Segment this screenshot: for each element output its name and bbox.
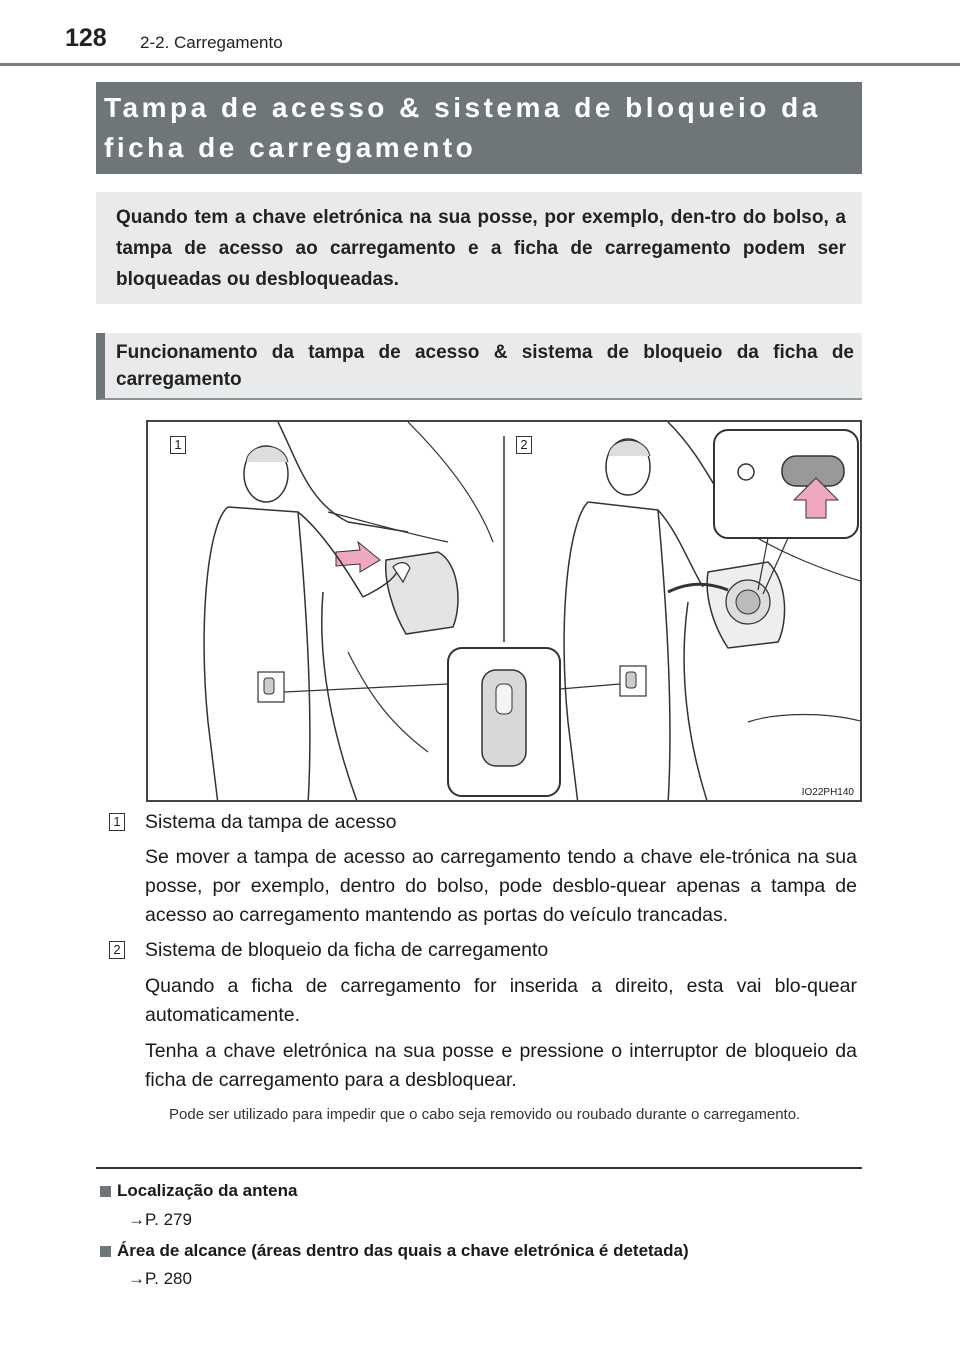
- header-rule: [0, 63, 960, 66]
- illustration-svg: [148, 422, 862, 802]
- item-1-text: Se mover a tampa de acesso ao carregamento tendo a chave ele-trónica na sua posse, por exemplo, dentro do bolso, pode desblo-quear apenas a tampa de acesso ao carregamento mantendo as portas do veículo trancadas.: [145, 846, 857, 926]
- item-number-1: 1: [109, 813, 125, 831]
- item-2-note: Pode ser utilizado para impedir que o cabo seja removido ou roubado durante o carregamento.: [169, 1106, 801, 1123]
- item-1-title: Sistema da tampa de acesso: [145, 811, 397, 833]
- page-number: 128: [65, 24, 107, 52]
- intro-box: [96, 192, 862, 304]
- subheading-text: Funcionamento da tampa de acesso & sistema de bloqueio da ficha de carregamento: [116, 342, 854, 390]
- footer-ref-2[interactable]: →P. 280: [128, 1269, 192, 1288]
- item-2-text-2: Tenha a chave eletrónica na sua posse e pressione o interruptor de bloqueio da ficha de carregamento para a desbloquear.: [145, 1040, 857, 1091]
- figure-label-1: 1: [170, 436, 186, 454]
- intro-text: Quando tem a chave eletrónica na sua posse, por exemplo, den-tro do bolso, a tampa de acesso ao carregamento e a ficha de carregamento podem ser bloqueadas ou desbloqueadas.: [116, 207, 846, 290]
- page-title: Tampa de acesso & sistema de bloqueio da ficha de carregamento: [104, 92, 821, 163]
- item-number-2: 2: [109, 941, 125, 959]
- illustration-figure: [146, 420, 862, 802]
- subheading-box: [96, 333, 862, 400]
- square-bullet-icon: [100, 1246, 111, 1257]
- section-label: 2-2. Carregamento: [140, 33, 283, 52]
- square-bullet-icon: [100, 1186, 111, 1197]
- footer-heading-1: Localização da antena: [117, 1181, 298, 1200]
- footer-heading-2: Área de alcance (áreas dentro das quais a chave eletrónica é detetada): [117, 1241, 689, 1260]
- item-2-text-1: Quando a ficha de carregamento for inserida a direito, esta vai blo-quear automaticamente.: [145, 975, 857, 1026]
- figure-code: IO22PH140: [801, 787, 854, 798]
- title-banner: [96, 82, 862, 174]
- footer-ref-1[interactable]: →P. 279: [128, 1210, 192, 1229]
- figure-label-2: 2: [516, 436, 532, 454]
- bottom-rule: [96, 1167, 862, 1169]
- item-2-title: Sistema de bloqueio da ficha de carregamento: [145, 939, 549, 961]
